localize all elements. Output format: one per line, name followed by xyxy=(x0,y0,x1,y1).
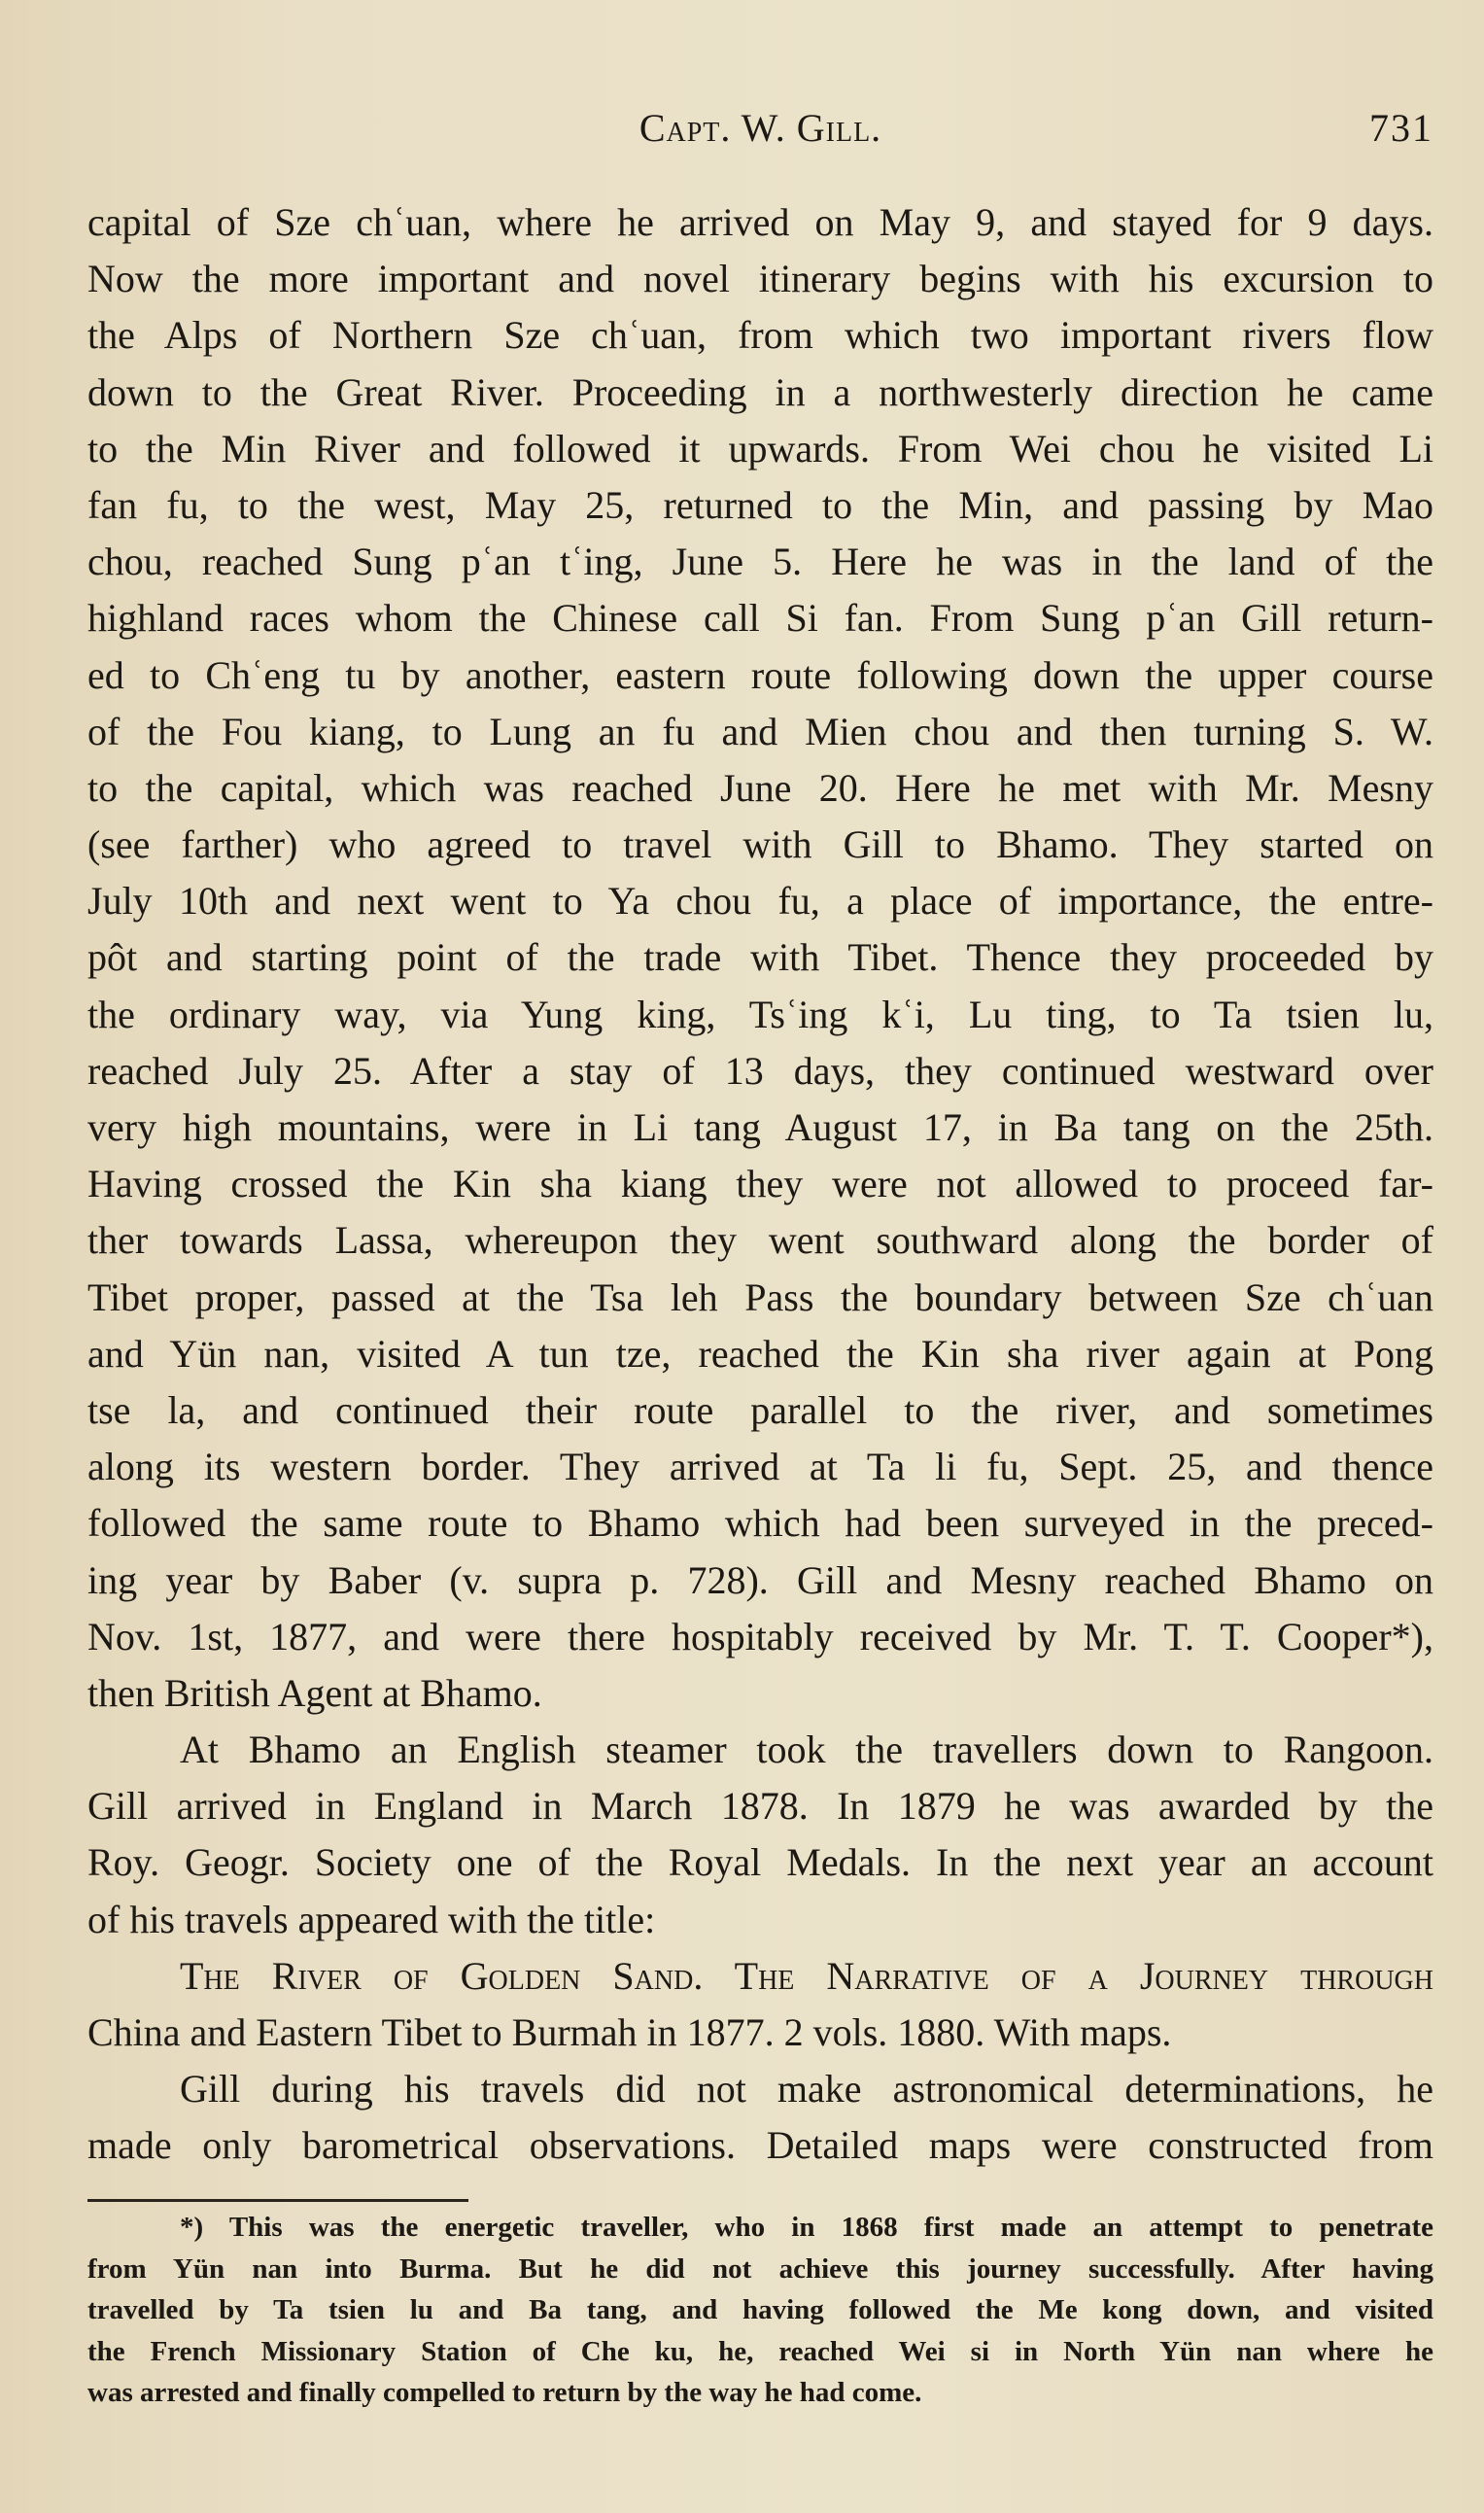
footnote-line: from Yün nan into Burma. But he did not achieve this journey successfully. After having xyxy=(87,2252,1433,2285)
text-line: to the Min River and followed it upwards. From Wei chou he visited Li xyxy=(87,426,1433,471)
text-line: capital of Sze chʿuan, where he arrived on May 9, and stayed for 9 days. xyxy=(87,200,1433,244)
text-line: Tibet proper, passed at the Tsa leh Pass the boundary between Sze chʿuan xyxy=(87,1274,1433,1319)
text-line: to the capital, which was reached June 20. Here he met with Mr. Mesny xyxy=(87,765,1433,810)
footnote-line: the French Missionary Station of Che ku, he, reached Wei si in North Yün nan where he xyxy=(87,2335,1433,2367)
text-line: Gill during his travels did not make astronomical determinations, he xyxy=(180,2067,1433,2112)
text-line: pôt and starting point of the trade with Tibet. Thence they proceeded by xyxy=(87,935,1433,980)
text-line: tse la, and continued their route parallel to the river, and sometimes xyxy=(87,1387,1433,1432)
text-line: Having crossed the Kin sha kiang they were not allowed to proceed far- xyxy=(87,1162,1433,1206)
text-line: ing year by Baber (v. supra p. 728). Gill and Mesny reached Bhamo on xyxy=(87,1557,1433,1602)
text-line: made only barometrical observations. Detailed maps were constructed from xyxy=(87,2123,1433,2168)
text-line: Gill arrived in England in March 1878. In 1879 he was awarded by the xyxy=(87,1784,1433,1829)
page-number: 731 xyxy=(1369,106,1433,150)
text-line: reached July 25. After a stay of 13 days, they continued westward over xyxy=(87,1048,1433,1093)
text-line: Roy. Geogr. Society one of the Royal Medals. In the next year an account xyxy=(87,1840,1433,1885)
footnote-line: was arrested and finally compelled to return by the way he had come. xyxy=(87,2377,922,2408)
text-line: fan fu, to the west, May 25, returned to the Min, and passing by Mao xyxy=(87,482,1433,527)
text-line: July 10th and next went to Ya chou fu, a place of importance, the entre- xyxy=(87,879,1433,924)
text-line: of his travels appeared with the title: xyxy=(87,1897,656,1941)
text-line: and Yün nan, visited A tun tze, reached the Kin sha river again at Pong xyxy=(87,1331,1433,1376)
text-line: the Alps of Northern Sze chʿuan, from which two important rivers flow xyxy=(87,313,1433,358)
text-line: (see farther) who agreed to travel with Gill to Bhamo. They started on xyxy=(87,822,1433,867)
body-text xyxy=(87,194,1433,2175)
text-line: then British Agent at Bhamo. xyxy=(87,1670,542,1715)
text-line: down to the Great River. Proceeding in a northwesterly direction he came xyxy=(87,369,1433,414)
footnotes xyxy=(87,2207,1433,2414)
running-head: Capt. W. Gill. xyxy=(638,106,882,150)
book-title-line: The River of Golden Sand. The Narrative of a Journey through xyxy=(180,1953,1433,1998)
text-line: along its western border. They arrived at Ta li fu, Sept. 25, and thence xyxy=(87,1445,1433,1489)
text-line: ed to Chʿeng tu by another, eastern route following down the upper course xyxy=(87,652,1433,697)
page-header xyxy=(87,105,1433,163)
text-line: At Bhamo an English steamer took the travellers down to Rangoon. xyxy=(180,1728,1433,1772)
text-line: the ordinary way, via Yung king, Tsʿing kʿi, Lu ting, to Ta tsien lu, xyxy=(87,992,1433,1036)
footnote-line: travelled by Ta tsien lu and Ba tang, and having followed the Me kong down, and visited xyxy=(87,2294,1433,2325)
footnote-rule xyxy=(87,2199,468,2202)
text-line: ther towards Lassa, whereupon they went southward along the border of xyxy=(87,1218,1433,1263)
text-line: followed the same route to Bhamo which had been surveyed in the preced- xyxy=(87,1501,1433,1546)
text-line: Now the more important and novel itinerary begins with his excursion to xyxy=(87,257,1433,301)
text-line: chou, reached Sung pʿan tʿing, June 5. Here he was in the land of the xyxy=(87,540,1433,584)
text-line: very high mountains, were in Li tang August 17, in Ba tang on the 25th. xyxy=(87,1105,1433,1149)
text-line: Nov. 1st, 1877, and were there hospitably received by Mr. T. T. Cooper*), xyxy=(87,1614,1433,1658)
text-line: China and Eastern Tibet to Burmah in 1877. 2 vols. 1880. With maps. xyxy=(87,2010,1172,2054)
text-line: of the Fou kiang, to Lung an fu and Mien chou and then turning S. W. xyxy=(87,709,1433,753)
footnote-line: *) This was the energetic traveller, who in 1868 first made an attempt to penetrate xyxy=(180,2212,1433,2243)
text-line: highland races whom the Chinese call Si fan. From Sung pʿan Gill return- xyxy=(87,596,1433,641)
